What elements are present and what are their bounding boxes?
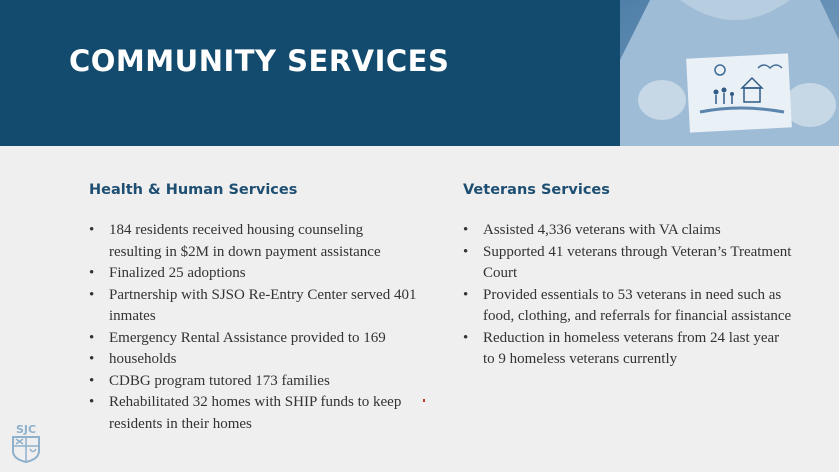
- county-seal-icon: [8, 421, 44, 463]
- list-item: • Emergency Rental Assistance provided to 169: [89, 328, 419, 350]
- health-human-services-list: [89, 220, 419, 435]
- sjc-logo-icon: [8, 421, 44, 463]
- child-drawing-image: [620, 0, 839, 146]
- list-item: • Assisted 4,336 veterans with VA claims: [463, 220, 793, 242]
- list-item: • Partnership with SJSO Re-Entry Center served 401 inmates: [89, 285, 419, 328]
- logo-text: SJC: [15, 423, 37, 436]
- title-banner: [0, 0, 620, 146]
- veterans-services-list: [463, 220, 793, 371]
- list-item: • Provided essentials to 53 veterans in need such as food, clothing, and referrals for financial assistance: [463, 285, 793, 328]
- health-human-services-column: [89, 180, 419, 435]
- list-item: • Rehabilitated 32 homes with SHIP funds to keep residents in their homes: [89, 392, 419, 435]
- list-item: • Finalized 25 adoptions: [89, 263, 419, 285]
- red-speck: [423, 399, 425, 402]
- slide-title: COMMUNITY SERVICES: [69, 44, 450, 78]
- health-human-services-heading: Health & Human Services: [89, 182, 298, 198]
- list-item: • CDBG program tutored 173 families: [89, 371, 419, 393]
- list-item: • Supported 41 veterans through Veteran’s Treatment Court: [463, 242, 793, 285]
- veterans-services-column: [463, 180, 793, 371]
- child-drawing-photo: [620, 0, 839, 146]
- list-item: • 184 residents received housing counseling resulting in $2M in down payment assistance: [89, 220, 419, 263]
- list-item: • households: [89, 349, 419, 371]
- list-item: • Reduction in homeless veterans from 24 last year to 9 homeless veterans currently: [463, 328, 793, 371]
- veterans-services-heading: Veterans Services: [463, 182, 610, 198]
